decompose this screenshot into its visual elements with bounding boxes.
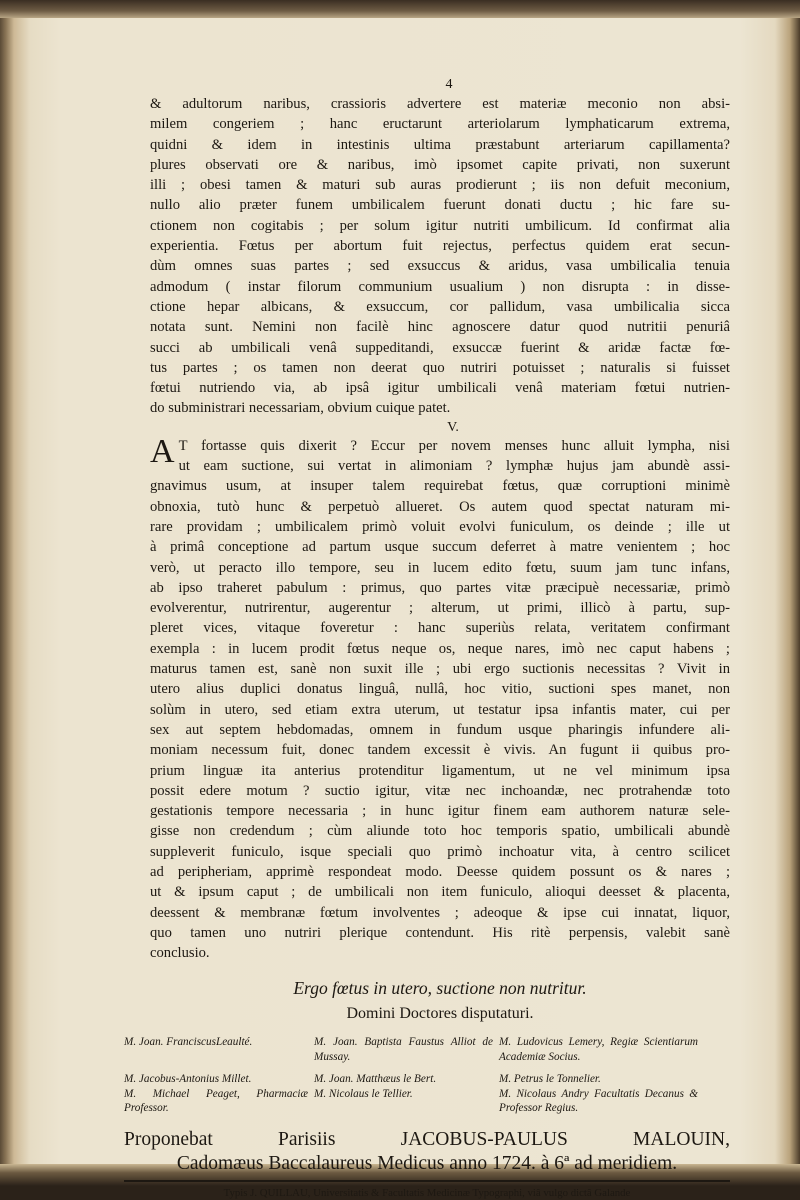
text-line: admodum ( instar filorum communium usualium ) non disrupta : in disse- bbox=[150, 278, 730, 295]
text-line: maturus tamen est, sanè non suxit ille ; ubi ergo suctionis necessitas ? Vivit in bbox=[150, 661, 730, 678]
paragraph-2-body bbox=[150, 432, 730, 964]
page-number: 4 bbox=[445, 77, 453, 92]
text-line: experientia. Fœtus per abortum fuit rejectus, perfectus quidem erat secun- bbox=[150, 238, 730, 255]
text-line: do subministrari necessariam, obvium cuique patet. bbox=[150, 400, 451, 417]
text-line: à primâ conceptione ad partum usque succum deferret à matre venientem ; hoc bbox=[150, 539, 730, 556]
text-line: obnoxia, tutò hunc & perpetuò allueret. Os autem quod spectat naturam mi- bbox=[150, 498, 730, 515]
proponent-line: Proponebat Parisiis JACOBUS-PAULUS MALOUIN, bbox=[124, 1128, 730, 1150]
paragraph-1 bbox=[150, 94, 730, 419]
doctors-list bbox=[124, 1035, 730, 1116]
text-line: & adultorum naribus, crassioris advertere est materiæ meconio non absi- bbox=[150, 96, 730, 112]
text-line: exempla : in lucem prodit fœtus neque os, neque nares, imò nec caput habens ; bbox=[150, 640, 730, 657]
divider-rule bbox=[124, 1180, 730, 1182]
text-line: succi ab umbilicali venâ suppeditandi, exsuccæ fuerint & aridæ factæ fœ- bbox=[150, 339, 730, 356]
text-line: sex aut septem hebdomadas, omnem in fundum usque pharingis infundere ali- bbox=[150, 721, 730, 738]
doctor-name: M. Ludovicus Lemery, Regiæ Scientiarum Academiæ Socius. bbox=[499, 1036, 698, 1063]
text-line: notata sunt. Nemini non facilè hinc agnoscere datur quod nutritii penuriâ bbox=[150, 319, 730, 336]
text-line: utero alius duplici donatus linguâ, nullâ, hoc vitio, suctioni spes manet, non bbox=[150, 681, 730, 698]
candidate-line: Cadomæus Baccalaureus Medicus anno 1724. à 6ª ad meridiem. bbox=[176, 1152, 678, 1174]
text-line: quo tamen uno nutriri plerique contendunt. His ritè perpensis, valebit sanè bbox=[150, 924, 730, 941]
text-line: ad peripheriam, apprimè respondeat modo. Deesse quidem possunt os & nares ; bbox=[150, 863, 730, 880]
text-line: tus partes ; os tamen non deerat quo nutriri potuisset ; naturalis si fuisset bbox=[150, 359, 730, 376]
text-line: illi ; obesi tamen & maturi sub auras prodierunt ; iis non defuit meconium, bbox=[150, 177, 730, 194]
document-page bbox=[124, 77, 730, 1200]
section-number: V. bbox=[447, 419, 459, 435]
printer-imprint: Typis J. QUILLAU, Universitatis & Facultatis Medicinæ Typographi, viâ vulgo dictâ Galande bbox=[223, 1186, 631, 1199]
text-line: dùm omnes suas partes ; sed exsuccus & aridus, vasa umbilicalia tenuia bbox=[150, 258, 730, 275]
text-line: evolverentur, nutrirentur, augerentur ; alterum, ut primi, illicò à partu, sup- bbox=[150, 600, 730, 617]
doctor-name: M. Nicolaus le Tellier. bbox=[314, 1087, 413, 1100]
doctor-name: M. Joan. FranciscusLeaulté. bbox=[124, 1036, 253, 1049]
text-line: deessent & membranæ fœtum involventes ; adeoque & ipse cui innatat, liquor, bbox=[150, 904, 730, 921]
doctor-name: M. Petrus le Tonnelier. bbox=[499, 1073, 601, 1086]
text-line: milem congeriem ; hanc eructarunt arteriolarum lymphaticarum extrema, bbox=[150, 116, 730, 133]
doctor-name: M. Nicolaus Andry Facultatis Decanus & Professor Regius. bbox=[499, 1087, 698, 1115]
paragraph-2 bbox=[150, 432, 730, 964]
text-line: ab ipso traheret pabulum : primus, quo partes vitæ præcipuè necessariæ, primò bbox=[150, 579, 730, 596]
text-line: T fortasse quis dixerit ? Eccur per novem menses hunc alluit lympha, nisi bbox=[178, 437, 730, 454]
text-line: fœtui nutriendo via, ab ipsâ igitur umbilicali venâ materiam fœtui nutrien- bbox=[150, 380, 730, 397]
text-line: suppleverit funiculo, isque speciali quo primò inchoatur vita, à centro scilicet bbox=[150, 843, 730, 860]
text-line: ut eam suctione, sui vertat in alimoniam ? lymphæ hujus jam abundè assi- bbox=[178, 458, 730, 475]
text-line: verò, ut peracto illo tempore, seu in lucem edito fœtu, suum jam tunc infans, bbox=[150, 559, 730, 576]
doctor-name: M. Jacobus-Antonius Millet. bbox=[124, 1073, 252, 1086]
doctor-name: M. Joan. Baptista Faustus Alliot de Mussay. bbox=[314, 1036, 493, 1063]
text-line: pleret vices, vitaque foveretur : hanc superiùs relata, veritatem confirmant bbox=[150, 620, 730, 637]
text-line: ctione hepar albicans, & exsuccum, cor pallidum, vasa umbilicalia sicca bbox=[150, 298, 730, 315]
doctors-heading: Domini Doctores disputaturi. bbox=[346, 1005, 534, 1023]
text-line: ctionem non cogitabis ; per solum igitur nutriti umbilicum. Id confirmat alia bbox=[150, 217, 730, 234]
drop-cap: A bbox=[150, 432, 175, 470]
doctor-name: M. Michael Peaget, Pharmaciæ Professor. bbox=[124, 1087, 308, 1115]
text-line: nullo alio præter funem umbilicalem fuerunt donati ductu ; hic fare su- bbox=[150, 197, 730, 214]
doctor-name: M. Joan. Matthæus le Bert. bbox=[314, 1073, 437, 1086]
text-line: conclusio. bbox=[150, 945, 210, 962]
text-line: gnavimus usum, at insuper talem requirebat fœtus, quæ corruptioni minimè bbox=[150, 478, 730, 495]
text-line: quidni & idem in intestinis ultima præstabunt arteriarum capillamenta? bbox=[150, 136, 730, 153]
text-line: prium linguæ ita anterius protenditur ligamentum, ut ne vel minimum ipsa bbox=[150, 762, 730, 779]
text-line: rare providam ; umbilicalem primò voluit evolvi funiculum, os deinde ; ille ut bbox=[150, 518, 730, 535]
text-line: moniam necessum fuit, donec tandem excessit è vivis. An fugunt ii quibus pro- bbox=[150, 742, 730, 759]
conclusion-statement: Ergo fœtus in utero, suctione non nutritur. bbox=[293, 978, 587, 999]
text-line: gisse non credendum ; cùm aliunde toto hoc temporis spatio, umbilicali abundè bbox=[150, 823, 730, 840]
text-line: plures observati ore & naribus, imò ipsomet capite privati, non suxerunt bbox=[150, 156, 730, 173]
text-line: possit edere motum ? suctio igitur, vitæ nec inchoandæ, nec protrahendæ toto bbox=[150, 782, 730, 799]
text-line: ut & ipsum caput ; de umbilicali non item funiculo, alioqui deesset & placenta, bbox=[150, 884, 730, 901]
text-line: gestationis tempore necessaria ; in hunc igitur finem eam authorem naturæ sele- bbox=[150, 803, 730, 820]
text-line: solùm in utero, sed etiam extra uterum, ut testatur ipsa infantis mater, cui per bbox=[150, 701, 730, 718]
top-page-edge bbox=[0, 0, 800, 18]
